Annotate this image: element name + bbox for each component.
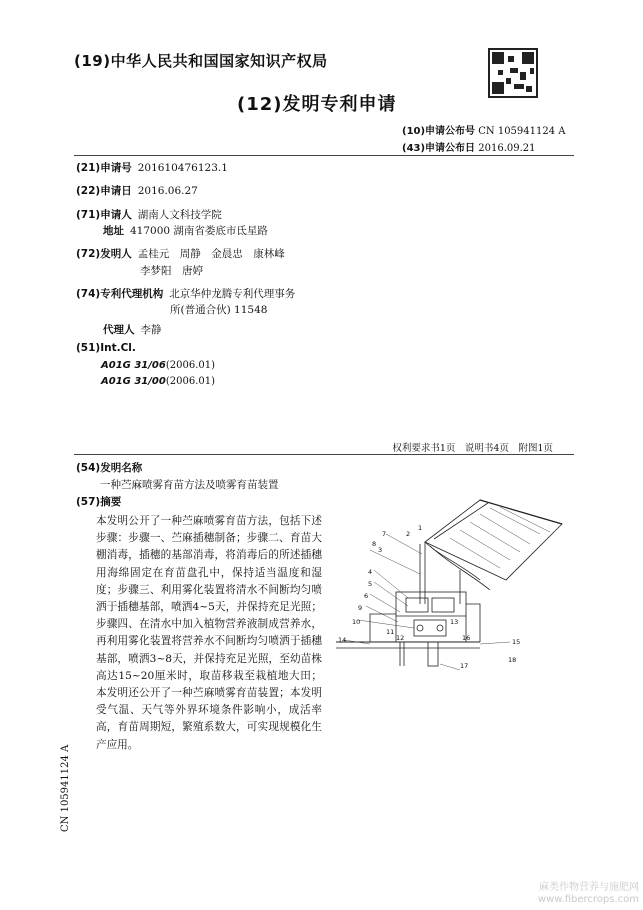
ipc-classification: A01G 31/00(2006.01): [101, 376, 215, 387]
figure-label: 1: [418, 524, 423, 532]
figure-label: 8: [372, 540, 377, 548]
invention-title: 一种苎麻喷雾育苗方法及喷雾育苗装置: [100, 479, 279, 491]
site-watermark: 麻类作物营养与施肥网 www.fibercrops.com: [537, 882, 639, 905]
patent-agency: (74)专利代理机构 北京华仲龙腾专利代理事务: [76, 288, 296, 300]
figure-label: 17: [460, 662, 469, 670]
filing-date: (22)申请日 2016.06.27: [76, 185, 198, 197]
side-publication-code: CN 105941124 A: [60, 744, 71, 832]
office-name: (19)中华人民共和国国家知识产权局: [74, 52, 328, 70]
figure-label: 3: [378, 546, 383, 554]
ipc-classification: A01G 31/06(2006.01): [101, 360, 215, 371]
figure-label: 11: [386, 628, 395, 636]
figure-label: 2: [406, 530, 411, 538]
section-rule: [74, 454, 574, 455]
figure-label: 14: [338, 636, 347, 644]
application-number: (21)申请号 201610476123.1: [76, 162, 228, 174]
figure-label: 9: [358, 604, 363, 612]
patent-agency-continued: 所(普通合伙) 11548: [170, 304, 268, 316]
figure-label: 16: [462, 634, 471, 642]
figure-label: 4: [368, 568, 373, 576]
figure-label: 13: [450, 618, 459, 626]
header-rule: [74, 155, 574, 156]
invention-title-label: (54)发明名称: [76, 462, 143, 474]
figure-label: 10: [352, 618, 361, 626]
agent: 代理人 李静: [103, 324, 162, 336]
figure-label: 5: [368, 580, 373, 588]
figure-label: 18: [508, 656, 517, 664]
abstract-label: (57)摘要: [76, 496, 122, 508]
figure-labels: [330, 494, 575, 674]
int-cl-label: (51)Int.Cl.: [76, 342, 136, 354]
figure-label: 12: [396, 634, 405, 642]
applicant-address: 地址 417000 湖南省娄底市氐星路: [103, 225, 268, 237]
inventors: (72)发明人 孟桂元 周静 金晨忠 康林峰: [76, 248, 285, 260]
page-counts: 权利要求书1页 说明书4页 附图1页: [392, 443, 553, 454]
figure-label: 6: [364, 592, 369, 600]
inventors-continued: 李梦阳 唐婷: [140, 265, 203, 277]
figure-label: 15: [512, 638, 521, 646]
document-type: (12)发明专利申请: [237, 94, 397, 115]
publication-number: (10)申请公布号 CN 105941124 A: [402, 126, 566, 137]
applicant: (71)申请人 湖南人文科技学院: [76, 209, 222, 221]
figure-label: 7: [382, 530, 387, 538]
qr-code: [488, 48, 538, 98]
abstract-text: 本发明公开了一种苎麻喷雾育苗方法，包括下述步骤：步骤一、苎麻插穗制备；步骤二、育苗大棚消毒，插穗的基部消毒，将消毒后的所述插穗用海绵固定在育苗盘孔中，保持适当温度和湿度；步骤三、利用雾化装置将清水不间断均匀喷洒于插穗基部，喷洒4~5天，并保持充足光照；步骤四、在清水中加入植物营养液制成营养水，再利用雾化装置将营养水不间断均匀喷洒于插穗基部，喷洒3~8天，并保持充足光照，至幼苗株高达15~20厘米时，取苗移栽至栽植地大田；本发明还公开了一种苎麻喷雾育苗装置；本发明受气温、天气等外界环境条件影响小，成活率高，育苗周期短，繁殖系数大，可实现规模化生产应用。: [96, 515, 322, 751]
publication-date: (43)申请公布日 2016.09.21: [402, 143, 536, 154]
